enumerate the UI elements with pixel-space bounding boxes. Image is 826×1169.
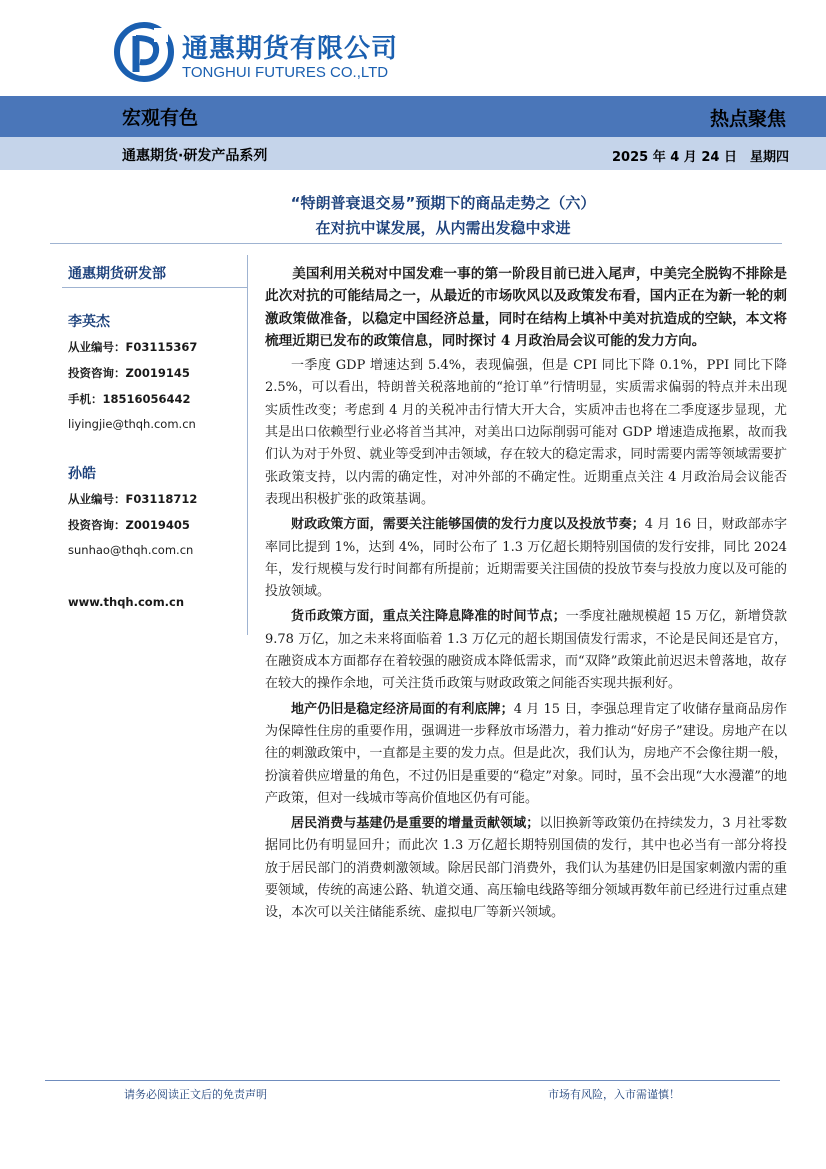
dept-name: 通惠期货研发部 — [68, 266, 166, 282]
footer-disclaimer: 请务必阅读正文后的免责声明 — [124, 1088, 267, 1101]
analyst-email[interactable]: liyingjie@thqh.com.cn — [68, 417, 196, 431]
analyst-advisor: 投资咨询：Z0019405 — [68, 518, 190, 532]
paragraph-heading: 地产仍旧是稳定经济局面的有利底牌； — [291, 701, 514, 717]
sidebar-divider — [62, 287, 247, 288]
logo-en-text: TONGHUI FUTURES CO.,LTD — [182, 64, 389, 81]
report-body — [265, 263, 787, 928]
logo-mark-icon — [114, 22, 174, 82]
lead-paragraph: 美国利用关税对中国发难一事的第一阶段目前已进入尾声，中美完全脱钩不排除是此次对抗的可能结局之一，从最近的市场吹风以及政策发布看，国内正在为新一轮的刺激政策做准备，以稳定中国经济总量，同时在结构上填补中美对抗造成的空缺，本文将梳理近期已发布的政策信息，同时探讨 4 月政治局会议可能的发力方向。 — [265, 266, 787, 349]
report-date: 2025 年 4 月 24 日 — [612, 150, 737, 165]
report-series: 通惠期货·研发产品系列 — [122, 148, 268, 164]
analyst-license: 从业编号：F03115367 — [68, 340, 198, 354]
report-title: “特朗普衰退交易”预期下的商品走势之（六） — [290, 194, 596, 212]
header-subband — [0, 137, 826, 170]
report-category: 宏观有色 — [122, 107, 199, 129]
paragraph-heading: 财政政策方面，需要关注能够国债的发行力度以及投放节奏； — [291, 517, 645, 533]
paragraph-heading: 居民消费与基建仍是重要的增量贡献领域； — [291, 816, 540, 832]
footer-divider — [45, 1080, 780, 1081]
paragraph-heading: 货币政策方面，重点关注降息降准的时间节点； — [291, 609, 566, 625]
analyst-license: 从业编号：F03118712 — [68, 492, 198, 506]
body-paragraph: 居民消费与基建仍是重要的增量贡献领域；以旧换新等政策仍在持续发力，3 月社零数据同比仍有明显回升；而此次 1.3 万亿超长期特别国债的发行，其中也必当有一部分将投放于居民部门的消费刺激领域。除居民部门消费外，我们认为基建仍旧是国家刺激内需的重要领域，传统的高速公路、轨道交通、高压输电线路等细分领域再数年前已经进行过重点建设，本次可以关注储能系统、虚拟电厂等新兴领域。 — [265, 816, 787, 921]
analyst-email[interactable]: sunhao@thqh.com.cn — [68, 543, 194, 557]
report-weekday: 星期四 — [750, 150, 790, 165]
analyst-phone: 手机：18516056442 — [68, 392, 191, 406]
body-paragraph: 货币政策方面，重点关注降息降准的时间节点；一季度社融规模超 15 万亿，新增贷款 9.78 万亿，加之未来将面临着 1.3 万亿元的超长期国债发行需求，不论是民间还是官方，在融资成本方面都存在着较强的融资成本降低需求，而“双降”政策此前迟迟未曾落地，故存在较大的操作余地，可关注货币政策与财政政策之间能否实现共振利好。 — [265, 609, 787, 692]
title-divider — [50, 243, 782, 244]
report-tag: 热点聚焦 — [709, 108, 786, 130]
company-website-link[interactable]: www.thqh.com.cn — [68, 595, 185, 609]
author-sidebar — [62, 255, 248, 635]
body-paragraph: 财政政策方面，需要关注能够国债的发行力度以及投放节奏；4 月 16 日，财政部赤字率同比提到 1%，达到 4%，同时公布了 1.3 万亿超长期特别国债的发行安排，同比 2024 年，发行规模与发行时间都有所提前；近期需要关注国债的投放节奏与投放力度以及可能的投放领域。 — [265, 517, 787, 600]
logo-cn-text: 通惠期货有限公司 — [182, 34, 399, 64]
company-logo — [114, 18, 414, 88]
report-subtitle: 在对抗中谋发展，从内需出发稳中求进 — [315, 219, 571, 237]
footer-risk-note: 市场有风险，入市需谨慎！ — [548, 1088, 680, 1101]
header-band — [0, 96, 826, 137]
analyst-advisor: 投资咨询：Z0019145 — [68, 366, 190, 380]
analyst-name: 李英杰 — [68, 314, 110, 330]
analyst-name: 孙皓 — [68, 466, 96, 482]
body-paragraph: 一季度 GDP 增速达到 5.4%，表现偏强，但是 CPI 同比下降 0.1%，PPI 同比下降 2.5%，可以看出，特朗普关税落地前的“抢订单”行情明显，实质需求偏弱的特点并未出现实质性改变；考虑到 4 月的关税冲击行情大开大合，实质冲击也将在二季度逐步显现，尤其是出口依赖型行业必将首当其冲，对美出口边际削弱可能对 GDP 增速造成拖累，故而我们认为对于外贸、就业等受到冲击领域，存在较大的稳定需求，同时需要内需等领域需要扩张政策支持，以内需的确定性，对冲外部的不确定性。近期重点关注 4 月政治局会议能否表现出积极扩张的政策基调。 — [265, 358, 787, 507]
body-paragraph: 地产仍旧是稳定经济局面的有利底牌；4 月 15 日，李强总理肯定了收储存量商品房作为保障性住房的重要作用，强调进一步释放市场潜力，着力推动“好房子”建设。房地产在以往的刺激政策中，一直都是主要的发力点。但是此次，我们认为，房地产不会像往期一般，扮演着供应增量的角色，不过仍旧是重要的“稳定”对象。同时，虽不会出现“大水漫灌”的地产政策，但对一线城市等高价值地区仍有可能。 — [265, 701, 787, 806]
